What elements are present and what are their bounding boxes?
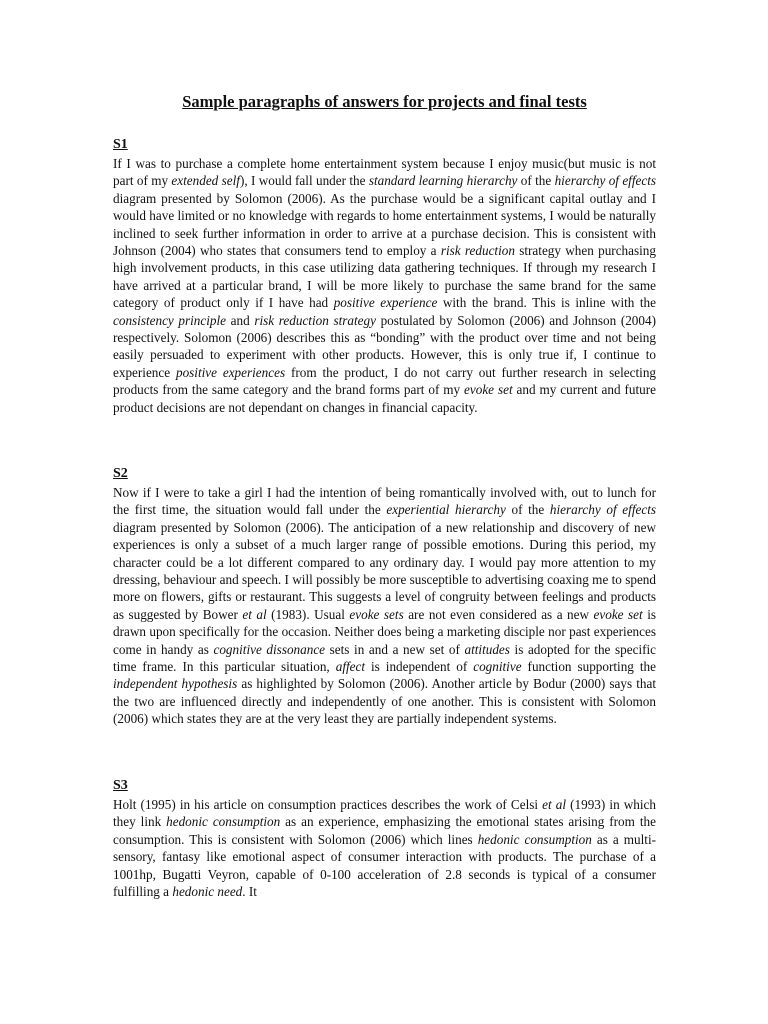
italic-term: evoke sets	[349, 606, 404, 622]
text-run: as an experience, emphasizing the emotional states arising from the consumption. This is consistent with Solomon (2006) which lines	[113, 814, 656, 847]
text-run: sets in and a new set of	[325, 641, 465, 657]
italic-term: hierarchy of effects	[554, 173, 657, 189]
text-run: is drawn upon specifically for the occasion. Neither does being a marketing disciple nor past experiences come in handy as	[113, 606, 657, 657]
italic-term: independent hypothesis	[113, 676, 238, 692]
italic-term: consistency principle	[113, 312, 227, 328]
section-paragraph	[113, 155, 656, 416]
text-run: Now if I were to take a girl I had the intention of being romantically involved with, out to lunch for the first time, the situation would fall under the	[113, 485, 656, 518]
italic-term: et al	[242, 606, 267, 622]
text-run: (1983). Usual	[266, 606, 350, 622]
text-run: Holt (1995) in his article on consumption practices describes the work of Celsi	[113, 797, 543, 812]
italic-term: extended self	[171, 173, 240, 189]
italic-term: hedonic consumption	[166, 814, 281, 830]
italic-term: standard learning hierarchy	[368, 173, 518, 189]
text-run: as highlighted by Solomon (2006). Another article by Bodur (2000) says that the two are influenced directly and independently of one another. This is consistent with Solomon (2006) which states they are at the very least they are partially independent systems.	[113, 676, 657, 727]
text-run: is adopted for the specific time frame. In this particular situation,	[113, 641, 657, 675]
italic-term: hedonic need	[172, 884, 243, 900]
section-paragraph	[113, 484, 656, 728]
italic-term: hierarchy of effects	[549, 502, 656, 518]
text-run: If I was to purchase a complete home entertainment system because I enjoy music(but music is not part of my	[113, 156, 656, 189]
text-run: and	[226, 312, 255, 328]
italic-term: cognitive	[473, 659, 522, 675]
text-run: are not even considered as a new	[403, 606, 594, 622]
text-run: ), I would fall under the	[239, 173, 369, 189]
italic-term: hedonic consumption	[477, 831, 592, 847]
italic-term: positive experiences	[175, 364, 286, 380]
text-run: as a multi-sensory, fantasy like emotional aspect of consumer interaction with products. The purchase of a 1001hp, Bugatti Veyron, capable of 0-100 acceleration of 2.8 seconds is typical of a consumer fulfilling a	[113, 831, 656, 900]
text-run: is independent of	[365, 659, 474, 675]
text-run: function supporting the	[521, 659, 657, 675]
text-run: of the	[505, 502, 550, 518]
section-s2	[113, 465, 656, 728]
italic-term: evoke set	[464, 382, 513, 398]
italic-term: positive experience	[333, 295, 438, 311]
text-run: (1993) in which they link	[113, 797, 656, 830]
text-run: with the brand. This is inline with the	[437, 295, 656, 311]
section-heading: S1	[113, 137, 128, 152]
italic-term: attitudes	[464, 641, 510, 657]
text-run: . It	[242, 884, 257, 900]
italic-term: affect	[335, 659, 366, 675]
italic-term: risk reduction strategy	[254, 312, 376, 328]
document-title: Sample paragraphs of answers for projects and final tests	[182, 92, 587, 111]
section-s1	[113, 136, 656, 416]
italic-term: risk reduction	[440, 243, 515, 259]
text-run: diagram presented by Solomon (2006). The anticipation of a new relationship and discovery of new experiences is only a subset of a much larger range of possible emotions. During this period, my character could be a lot different compared to any ordinary day. I would pay more attention to my dressing, behaviour and speech. I will possibly be more susceptible to advertising coaxing me to spend more on flowers, gifts or restaurant. This suggests a level of congruity between feelings and products as suggested by Bower	[113, 519, 656, 622]
text-run: from the product, I do not carry out further research in selecting products from the same category and the brand forms part of my	[113, 364, 657, 398]
section-heading: S3	[113, 778, 128, 793]
section-heading: S2	[113, 466, 128, 481]
italic-term: experiential hierarchy	[386, 502, 506, 518]
section-s3	[113, 777, 656, 900]
text-run: strategy when purchasing high involvement products, in this case utilizing data gathering techniques. If through my research I have arrived at a particular brand, I will be more likely to purchase the same brand for the same category of product only if I have had	[113, 243, 656, 311]
text-run: of the	[517, 173, 555, 189]
italic-term: et al	[542, 797, 567, 812]
section-paragraph	[113, 796, 656, 900]
text-run: diagram presented by Solomon (2006). As the purchase would be a significant capital outlay and I would have limited or no knowledge with regards to home entertainment systems, I would be naturally inclined to seek further information in order to arrive at a purchase decision. This is consistent with Johnson (2004) who states that consumers tend to employ a	[113, 190, 656, 259]
text-run: and my current and future product decisions are not dependant on changes in financial capacity.	[113, 382, 657, 415]
italic-term: cognitive dissonance	[213, 641, 326, 657]
italic-term: evoke set	[593, 606, 643, 622]
text-run: postulated by Solomon (2006) and Johnson (2004) respectively. Solomon (2006) describes this as “bonding” with the product over time and not being easily persuaded to experiment with other products. However, this is only true if, I continue to experience	[113, 312, 656, 380]
